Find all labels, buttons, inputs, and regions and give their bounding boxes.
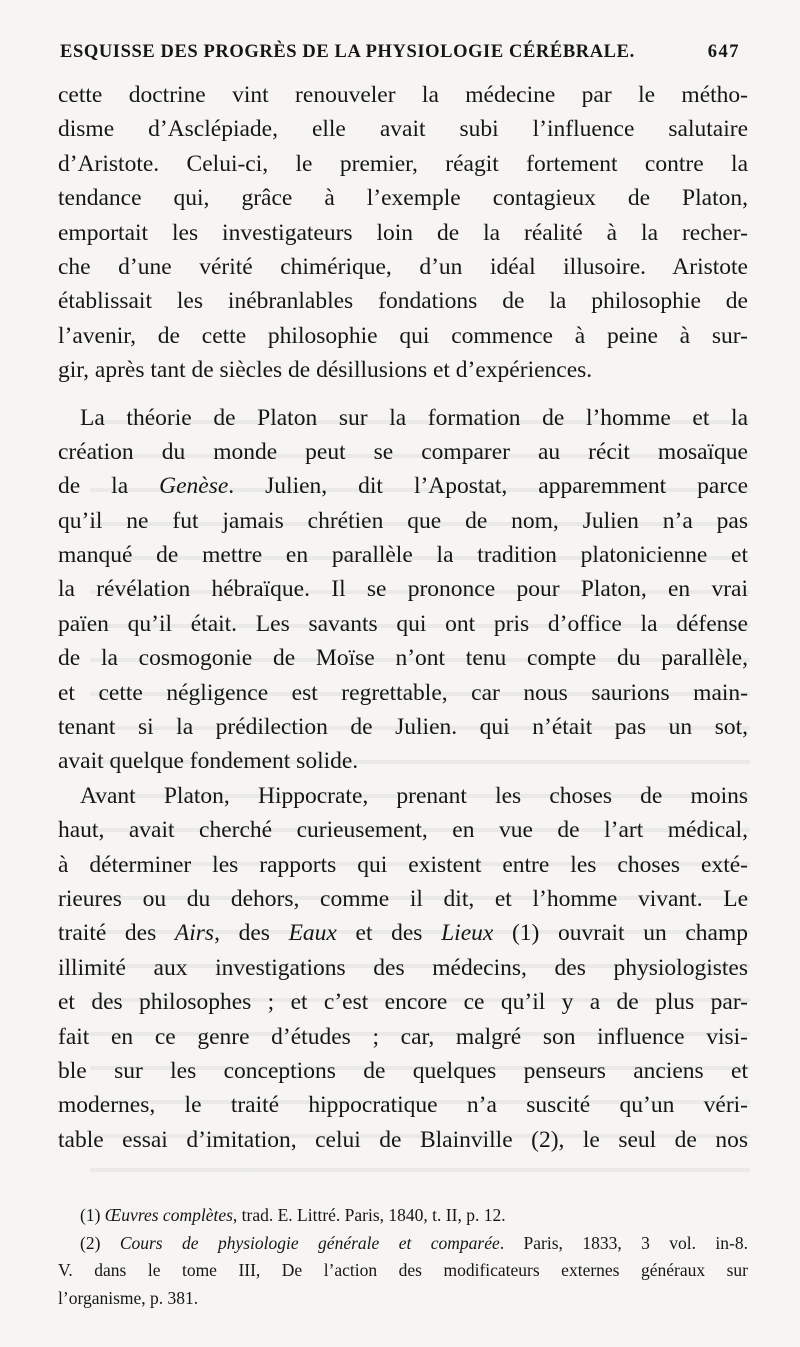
text-line: Avant Platon, Hippocrate, prenant les choses de moins bbox=[80, 782, 748, 809]
paragraph-3 bbox=[58, 779, 748, 1157]
text-line: païen qu’il était. Les savants qui ont pris d’office la défense bbox=[58, 610, 748, 637]
text-line: La théorie de Platon sur la formation de l’homme et la bbox=[80, 404, 748, 431]
footnote-2-end: l’organisme, p. 381. bbox=[58, 1287, 199, 1308]
text-line: la révélation hébraïque. Il se prononce pour Platon, en vrai bbox=[58, 576, 748, 603]
text-line: traité des Airs, des Eaux et des Lieux (1) ouvrait un champ bbox=[58, 920, 748, 947]
text-line: établissait les inébranlables fondations de la philosophie de bbox=[58, 288, 748, 315]
text-line: disme d’Asclépiade, elle avait subi l’influence salutaire bbox=[58, 116, 748, 143]
body-text bbox=[58, 78, 748, 1157]
paragraph-1 bbox=[58, 78, 748, 388]
text-line: qu’il ne fut jamais chrétien que de nom, Julien n’a pas bbox=[58, 507, 748, 534]
text-line: fait en ce genre d’études ; car, malgré son influence visi- bbox=[58, 1023, 748, 1050]
text-line: de la Genèse. Julien, dit l’Apostat, apparemment parce bbox=[58, 473, 749, 500]
text-line: emportait les investigateurs loin de la réalité à la recher- bbox=[58, 219, 748, 246]
text-line: cette doctrine vint renouveler la médecine par le métho- bbox=[58, 82, 748, 108]
text-line: rieures ou du dehors, comme il dit, et l’homme vivant. Le bbox=[58, 885, 748, 912]
footnote-2: (2) Cours de physiologie générale et comparée. Paris, 1833, 3 vol. in-8. bbox=[80, 1232, 748, 1253]
text-line: gir, après tant de siècles de désillusions et d’expériences. bbox=[58, 357, 593, 384]
footnotes bbox=[58, 1202, 748, 1312]
text-line: tendance qui, grâce à l’exemple contagieux de Platon, bbox=[58, 185, 748, 212]
text-line: modernes, le traité hippocratique n’a suscité qu’un véri- bbox=[58, 1092, 748, 1119]
text-line: et cette négligence est regrettable, car nous saurions main- bbox=[58, 679, 748, 706]
text-line: manqué de mettre en parallèle la tradition platonicienne et bbox=[58, 542, 748, 569]
running-head-title: ESQUISSE DES PROGRÈS DE LA PHYSIOLOGIE CÉRÉBRALE. bbox=[60, 42, 635, 62]
text-line: de la cosmogonie de Moïse n’ont tenu compte du parallèle, bbox=[58, 645, 748, 672]
text-line: illimité aux investigations des médecins, des physiologistes bbox=[58, 954, 748, 981]
footnote-2-continued: V. dans le tome III, De l’action des modificateurs externes généraux sur bbox=[58, 1260, 748, 1280]
paragraph-2 bbox=[58, 401, 748, 779]
footnote-1: (1) Œuvres complètes, trad. E. Littré. Paris, 1840, t. II, p. 12. bbox=[80, 1205, 506, 1225]
text-line: table essai d’imitation, celui de Blainville (2), le seul de nos bbox=[58, 1126, 748, 1153]
page-number: 647 bbox=[707, 42, 740, 62]
text-line: haut, avait cherché curieusement, en vue de l’art médical, bbox=[58, 817, 748, 844]
running-head bbox=[60, 42, 740, 70]
text-line: tenant si la prédilection de Julien. qui n’était pas un sot, bbox=[58, 714, 748, 741]
text-line: d’Aristote. Celui-ci, le premier, réagit fortement contre la bbox=[58, 150, 748, 177]
text-line: création du monde peut se comparer au récit mosaïque bbox=[58, 438, 748, 465]
text-line: et des philosophes ; et c’est encore ce qu’il y a de plus par- bbox=[58, 989, 748, 1016]
text-line: à déterminer les rapports qui existent entre les choses exté- bbox=[58, 851, 748, 878]
text-line: l’avenir, de cette philosophie qui commence à peine à sur- bbox=[58, 322, 748, 349]
text-line: ble sur les conceptions de quelques penseurs anciens et bbox=[58, 1057, 748, 1084]
text-line: che d’une vérité chimérique, d’un idéal illusoire. Aristote bbox=[58, 253, 748, 280]
text-line: avait quelque fondement solide. bbox=[58, 748, 359, 775]
